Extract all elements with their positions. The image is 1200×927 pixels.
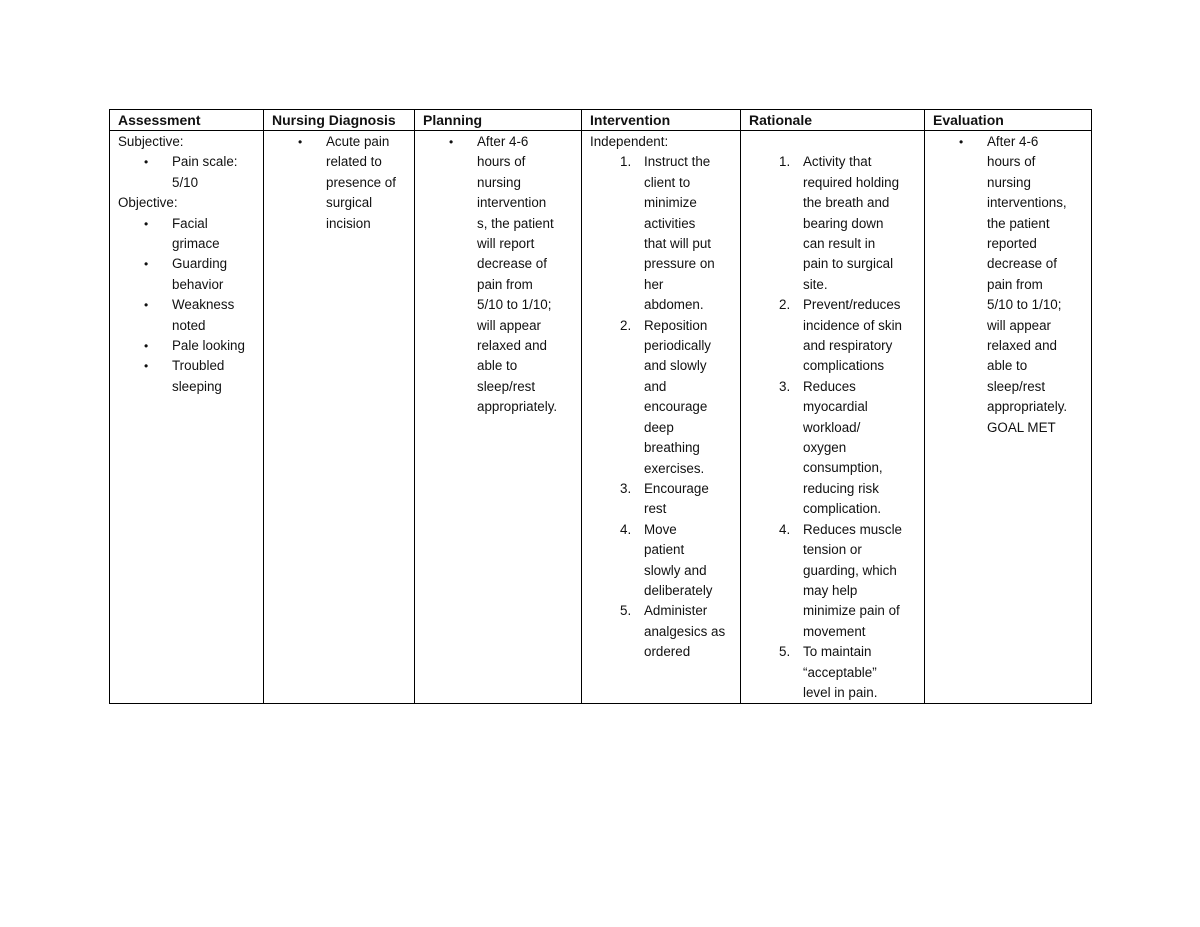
list-item — [118, 356, 258, 397]
number-marker: 5. — [779, 644, 791, 660]
list-item — [423, 132, 576, 418]
subjective-item: Pain scale: 5/10 — [172, 154, 238, 190]
list-item — [590, 152, 735, 315]
planning-item: After 4-6 hours of nursing intervention s, the patient will report decrease of pain from 5/10 to 1/10; will appear relaxed and able to sleep/rest appropriately. — [477, 134, 558, 415]
intervention-item: Administer analgesics as ordered — [644, 603, 726, 660]
number-marker: 2. — [779, 297, 791, 313]
intervention-item: Instruct the client to minimize activities that will put pressure on her abdomen. — [644, 154, 715, 313]
list-item — [590, 520, 735, 602]
number-marker: 4. — [779, 521, 791, 537]
bullet-marker: • — [449, 135, 454, 149]
header-row — [110, 110, 1092, 131]
rationale-item: Activity that required holding the breath and bearing down can result in pain to surgical site. — [803, 154, 900, 292]
diagnosis-item: Acute pain related to presence of surgical incision — [326, 134, 396, 231]
list-item — [749, 295, 919, 377]
intervention-cell — [582, 131, 741, 704]
number-marker: 4. — [620, 521, 632, 537]
evaluation-cell — [925, 131, 1092, 704]
list-item — [118, 152, 258, 193]
list-item — [272, 132, 409, 234]
list-item — [118, 295, 258, 336]
header-intervention: Intervention — [582, 110, 741, 131]
bullet-marker: • — [144, 359, 149, 374]
list-item — [118, 214, 258, 255]
evaluation-list — [933, 132, 1086, 438]
number-marker: 3. — [620, 480, 632, 496]
objective-item: Facial grimace — [172, 215, 220, 252]
list-item — [749, 377, 919, 520]
list-item — [933, 132, 1086, 438]
bullet-marker: • — [144, 155, 149, 170]
diagnosis-list — [272, 132, 409, 234]
rationale-item: Reduces myocardial workload/ oxygen consumption, reducing risk complication. — [803, 378, 883, 517]
independent-label: Independent: — [590, 134, 669, 149]
list-item — [590, 479, 735, 520]
bullet-marker: • — [298, 135, 303, 149]
objective-item: Troubled sleeping — [172, 358, 225, 394]
bullet-marker: • — [144, 339, 149, 354]
bullet-marker: • — [959, 135, 964, 149]
list-item — [749, 642, 919, 703]
subjective-list — [118, 152, 258, 193]
intervention-item: Move patient slowly and deliberately — [644, 521, 713, 598]
rationale-item: To maintain “acceptable” level in pain. — [803, 644, 878, 700]
rationale-list — [749, 152, 919, 703]
rationale-cell — [741, 131, 925, 704]
header-rationale: Rationale — [741, 110, 925, 131]
objective-label: Objective: — [118, 195, 178, 211]
list-item — [590, 601, 735, 662]
assessment-cell — [110, 131, 264, 704]
bullet-marker: • — [144, 298, 149, 313]
header-nursing-diagnosis: Nursing Diagnosis — [264, 110, 415, 131]
header-assessment: Assessment — [110, 110, 264, 131]
list-item — [590, 316, 735, 479]
number-marker: 1. — [620, 154, 632, 170]
number-marker: 5. — [620, 603, 632, 619]
list-item — [118, 254, 258, 295]
number-marker: 1. — [779, 154, 791, 170]
subjective-label: Subjective: — [118, 134, 184, 149]
list-item — [749, 520, 919, 642]
list-item — [118, 336, 258, 356]
number-marker: 2. — [620, 317, 632, 333]
header-planning: Planning — [415, 110, 582, 131]
nursing-care-plan-table — [109, 109, 1092, 704]
intervention-list — [590, 152, 735, 662]
number-marker: 3. — [779, 378, 791, 394]
header-evaluation: Evaluation — [925, 110, 1092, 131]
objective-list — [118, 214, 258, 398]
intervention-item: Reposition periodically and slowly and encourage deep breathing exercises. — [644, 317, 711, 476]
planning-list — [423, 132, 576, 418]
list-item — [749, 152, 919, 295]
rationale-item: Prevent/reduces incidence of skin and respiratory complications — [803, 297, 902, 374]
objective-item: Guarding behavior — [172, 256, 228, 292]
nursing-diagnosis-cell — [264, 131, 415, 704]
planning-cell — [415, 131, 582, 704]
bullet-marker: • — [144, 257, 149, 272]
evaluation-item: After 4-6 hours of nursing interventions, the patient reported decrease of pain from 5/10 to 1/10; will appear relaxed and able to sleep/rest appropriately. GOAL MET — [987, 134, 1068, 435]
blank-line — [749, 132, 919, 152]
objective-item: Pale looking — [172, 338, 245, 354]
content-row — [110, 131, 1092, 704]
intervention-item: Encourage rest — [644, 480, 709, 517]
objective-item: Weakness noted — [172, 297, 235, 333]
rationale-item: Reduces muscle tension or guarding, which may help minimize pain of movement — [803, 521, 902, 639]
bullet-marker: • — [144, 216, 149, 231]
